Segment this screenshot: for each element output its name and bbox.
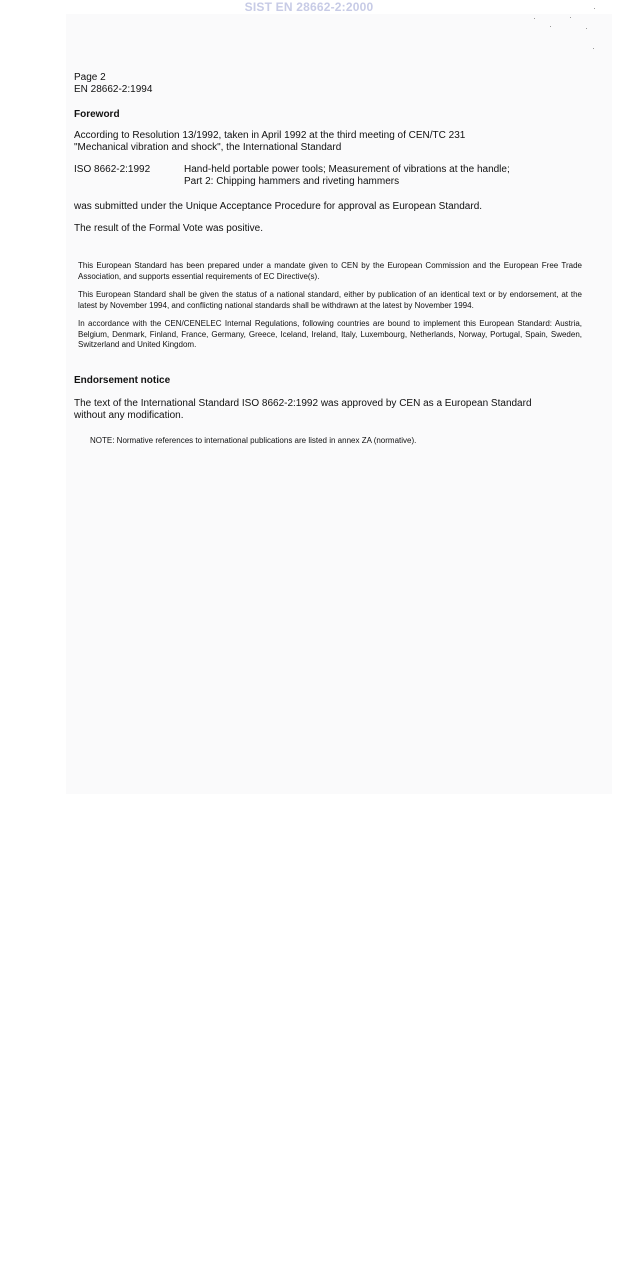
- watermark: SIST EN 28662-2:2000: [244, 0, 374, 14]
- document-number: EN 28662-2:1994: [74, 84, 153, 95]
- foreword-intro-line: "Mechanical vibration and shock", the International Standard: [74, 142, 342, 153]
- iso-code: ISO 8662-2:1992: [74, 164, 151, 175]
- status-note: This European Standard shall be given the status of a national standard, either by publication of an identical text or by endorsement, at the latest by November 1994, and conflicting national standards shall be withdrawn at the latest by November 1994.: [78, 290, 582, 310]
- page-number: Page 2: [74, 72, 106, 83]
- countries-note: In accordance with the CEN/CENELEC Internal Regulations, following countries are bound to implement this European Standard: Austria, Belgium, Denmark, Finland, France, Germany, Greece, Iceland, Ireland, Italy, Luxembourg, Netherlands, Norway, Portugal, Spain, Sweden, Switzerland and United Kingdom.: [78, 319, 582, 349]
- endorsement-text: The text of the International Standard ISO 8662-2:1992 was approved by CEN as a European Standard without any modification.: [74, 397, 532, 421]
- foreword-intro-line: According to Resolution 13/1992, taken in April 1992 at the third meeting of CEN/TC 231: [74, 130, 466, 141]
- iso-reference: [74, 164, 594, 188]
- scan-speck: [550, 26, 551, 27]
- scan-speck: [586, 28, 587, 29]
- scan-speck: [534, 18, 535, 19]
- vote-result: The result of the Formal Vote was positive.: [74, 223, 263, 234]
- iso-title-line: Hand-held portable power tools; Measurement of vibrations at the handle;: [184, 164, 510, 175]
- document-body: [74, 72, 594, 445]
- iso-title: [184, 164, 594, 188]
- mandate-note: This European Standard has been prepared under a mandate given to CEN by the European Commission and the European Free Trade Association, and supports essential requirements of EC Directive(s).: [78, 261, 582, 281]
- scan-speck: [570, 17, 571, 18]
- standard-notes: [78, 261, 582, 351]
- foreword-intro: [74, 130, 594, 154]
- page-header: [74, 72, 594, 96]
- normative-note: NOTE: Normative references to international publications are listed in annex ZA (normative).: [90, 435, 417, 445]
- iso-title-line: Part 2: Chipping hammers and riveting hammers: [184, 176, 400, 187]
- endorsement-heading: Endorsement notice: [74, 374, 171, 386]
- submission-text: was submitted under the Unique Acceptance Procedure for approval as European Standard.: [74, 201, 483, 212]
- scan-speck: [594, 8, 595, 9]
- foreword-heading: Foreword: [74, 109, 120, 120]
- scan-speck: [593, 48, 594, 49]
